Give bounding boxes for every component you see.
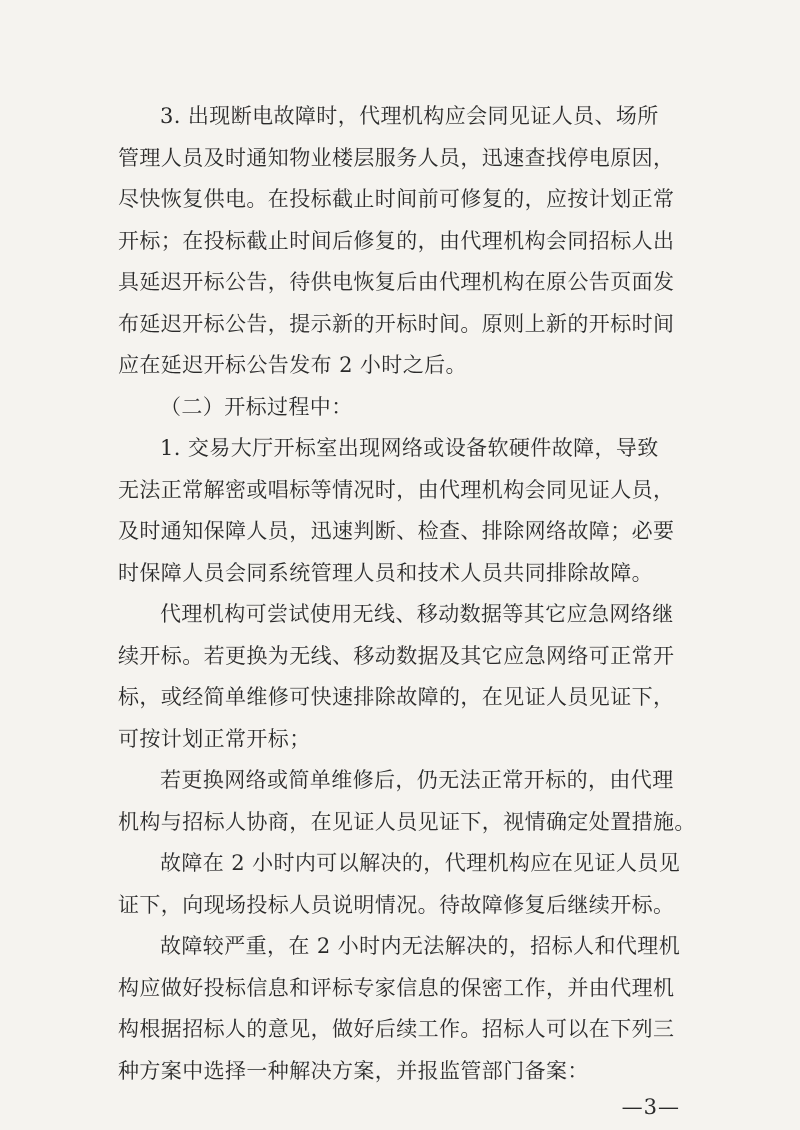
paragraph-line: 无法正常解密或唱标等情况时，由代理机构会同见证人员， [118, 477, 675, 502]
paragraph-line: 种方案中选择一种解决方案，并报监管部门备案： [118, 1058, 589, 1083]
paragraph-line: 若更换网络或简单维修后，仍无法正常开标的，由代理 [160, 768, 674, 792]
paragraph-line: 机构与招标人协商，在见证人员见证下，视情确定处置措施。 [118, 809, 696, 834]
paragraph-line: 代理机构可尝试使用无线、移动数据等其它应急网络继 [160, 602, 674, 626]
paragraph-line: 管理人员及时通知物业楼层服务人员，迅速查找停电原因， [118, 145, 675, 170]
paragraph-line: 应在延迟开标公告发布 2 小时之后。 [118, 353, 467, 377]
paragraph-line: 尽快恢复供电。在投标截止时间前可修复的，应按计划正常 [118, 187, 675, 211]
paragraph-line: 故障较严重，在 2 小时内无法解决的，招标人和代理机 [160, 934, 681, 958]
paragraph-line: 可按计划正常开标； [118, 726, 311, 751]
paragraph-line: 故障在 2 小时内可以解决的，代理机构应在见证人员见 [160, 851, 681, 875]
section-heading: （二）开标过程中： [160, 394, 353, 419]
paragraph-line: 具延迟开标公告，待供电恢复后由代理机构在原公告页面发 [118, 270, 675, 294]
paragraph-line: 1. 交易大厅开标室出现网络或设备软硬件故障，导致 [160, 436, 659, 460]
paragraph-line: 开标；在投标截止时间后修复的，由代理机构会同招标人出 [118, 228, 675, 253]
paragraph-line: 构应做好投标信息和评标专家信息的保密工作，并由代理机 [118, 975, 675, 1000]
paragraph-line: 构根据招标人的意见，做好后续工作。招标人可以在下列三 [118, 1017, 675, 1041]
paragraph-line: 3. 出现断电故障时，代理机构应会同见证人员、场所 [160, 104, 659, 128]
paragraph-line: 时保障人员会同系统管理人员和技术人员共同排除故障。 [118, 560, 653, 585]
paragraph-line: 布延迟开标公告，提示新的开标时间。原则上新的开标时间 [118, 311, 675, 336]
paragraph-line: 证下，向现场投标人员说明情况。待故障修复后继续开标。 [118, 892, 675, 917]
page-number: —3— [621, 1094, 680, 1119]
paragraph-line: 续开标。若更换为无线、移动数据及其它应急网络可正常开 [118, 643, 675, 668]
paragraph-line: 标，或经简单维修可快速排除故障的，在见证人员见证下， [118, 685, 675, 709]
paragraph-line: 及时通知保障人员，迅速判断、检查、排除网络故障；必要 [118, 519, 675, 543]
